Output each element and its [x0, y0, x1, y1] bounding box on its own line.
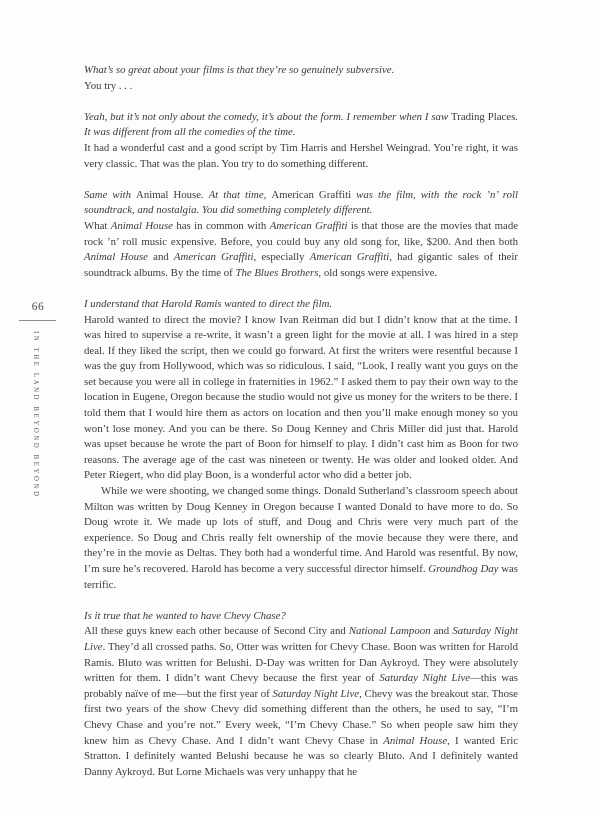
interview-answer: [84, 141, 518, 172]
interview-answer: [84, 313, 518, 485]
text-segment: What’s so great about your films is that they’re so genuinely subversive.: [84, 64, 395, 76]
text-segment: Harold wanted to direct the movie? I know Ivan Reitman did but I didn’t know that at the time. I was hired to supervise a re-write, it wasn’t a green light for the movie at all. I was hired in a step deal. If they liked the script, then we could go forward. At first the writers were resentful because I was the guy from Hollywood, which was so ridiculous. I said, “Look, I really want you guys on the set because you were all in college in fraternities in 1962.” I asked them to pay their own way to the location in Eugene, Oregon because the studio would not give us money for the writers to be there. I told them that I would hire them as actors on location and then you’ll make enough money so you won’t lose money. And you can be there. So Doug Kenney and Chris Miller did just that. Harold was upset because he wrote the part of Boon for himself to play. I didn’t cast him as Boon for two reasons. The average age of the cast was nineteen or twenty. He was older and looked older. And Peter Riegert, who did play Boon, is a wonderful actor who did a better job.: [84, 313, 518, 482]
interview-answer: [84, 219, 518, 281]
text-segment: and: [430, 625, 453, 638]
text-segment: Animal House: [136, 188, 202, 201]
text-segment: , I wanted Eric Stratton. I definitely wanted Belushi because he was so clearly Bluto. And I definitely wanted Danny Aykroyd. But Lorne Michaels was very unhappy that he: [84, 734, 518, 778]
text-segment: American Graffiti: [271, 188, 352, 201]
paragraph-gap: [84, 94, 518, 110]
text-segment: was terrific.: [84, 563, 518, 591]
text-segment: was the film, with the rock ’n’ roll soundtrack, and nostalgia. You did something completely different.: [84, 188, 518, 217]
paragraph-gap: [84, 281, 518, 297]
interview-answer: [84, 79, 518, 95]
text-segment: You try . . .: [84, 79, 133, 92]
text-segment: , old songs were expensive.: [318, 266, 438, 279]
text-segment: , Chevy was the breakout star. Those first two years of the show Chevy did something different than the others, he used to say, “I’m Chevy Chase and you’re not.” Every week, “I’m Chevy Chase.” So when people saw him they knew him as Chevy Chase. And I didn’t want Chevy Chase in: [84, 687, 518, 747]
text-segment: , especially: [253, 251, 310, 264]
text-segment: has in common with: [172, 219, 270, 232]
interview-answer: [84, 624, 518, 780]
interview-question: [84, 609, 518, 625]
text-segment: , had gigantic sales of their soundtrack albums. By the time of: [84, 251, 519, 279]
text-segment: is that those are the movies that made rock ’n’ roll music expensive. Before, you could buy any old song for, like, $200. And then both: [84, 219, 519, 248]
interview-question: [84, 110, 518, 141]
page-number: 66: [31, 301, 45, 313]
text-segment: While we were shooting, we changed some things. Donald Sutherland’s classroom speech about Milton was written by Doug Kenney in Oregon because I wanted Donald to have more to do. So Doug wrote it. We made up lots of stuff, and Doug and Chris were very much part of the experience. So Doug and Chris really felt ownership of the movie because they were there, and they’re in the movie as Deltas. They both had a wonderful time. And Harold was resentful. By now, I’m sure he’s recovered. Harold has become a very successful director himself.: [84, 485, 518, 575]
text-segment: Saturday Night Live: [379, 672, 471, 685]
text-segment: Is it true that he wanted to have Chevy Chase?: [84, 609, 286, 622]
page-text: [84, 63, 518, 780]
text-segment: All these guys knew each other because of Second City and: [84, 625, 349, 638]
interview-answer: [84, 484, 518, 593]
text-segment: . They’d all crossed paths. So, Otter was written for Chevy Chase. Boon was written for Harold Ramis. Bluto was written for Belushi. D-Day was written for Dan Aykroyd. They were absolutely written for them. I didn’t want Chevy because the first year of: [84, 640, 518, 685]
text-segment: American Graffiti: [269, 219, 348, 232]
interview-question: [84, 63, 518, 79]
interview-question: [84, 188, 518, 219]
text-segment: Same with: [84, 188, 137, 201]
folio-rule: [19, 320, 56, 321]
text-segment: What: [84, 219, 111, 232]
text-segment: Animal House: [84, 251, 148, 264]
paragraph-gap: [84, 593, 518, 609]
text-segment: Groundhog Day: [428, 563, 499, 575]
text-segment: American Graffiti: [173, 251, 254, 264]
text-segment: Saturday Night Live: [272, 687, 360, 700]
text-segment: Animal House: [383, 734, 448, 747]
text-segment: Yeah, but it’s not only about the comedy, it’s about the form. I remember when I saw: [84, 110, 452, 123]
text-segment: Trading Places: [451, 110, 516, 123]
text-segment: National Lampoon: [348, 625, 431, 638]
text-segment: It had a wonderful cast and a good script by Tim Harris and Hershel Weingrad. You’re right, it was very classic. That was the plan. You try to do something different.: [84, 141, 518, 170]
text-segment: American Graffiti: [309, 251, 390, 264]
text-segment: Saturday Night Live: [84, 625, 518, 653]
text-segment: . It was different from all the comedies of the time.: [84, 110, 518, 139]
text-segment: and: [147, 251, 174, 264]
chapter-margin-title: IN THE LAND BEYOND BEYOND: [32, 331, 39, 499]
text-segment: The Blues Brothers: [235, 266, 319, 279]
paragraph-gap: [84, 172, 518, 188]
text-segment: I understand that Harold Ramis wanted to direct the film.: [84, 297, 333, 310]
text-segment: . At that time,: [201, 188, 272, 201]
interview-question: [84, 297, 518, 313]
text-segment: —this was probably naïve of me—but the first year of: [84, 672, 518, 700]
text-segment: Animal House: [110, 219, 173, 232]
